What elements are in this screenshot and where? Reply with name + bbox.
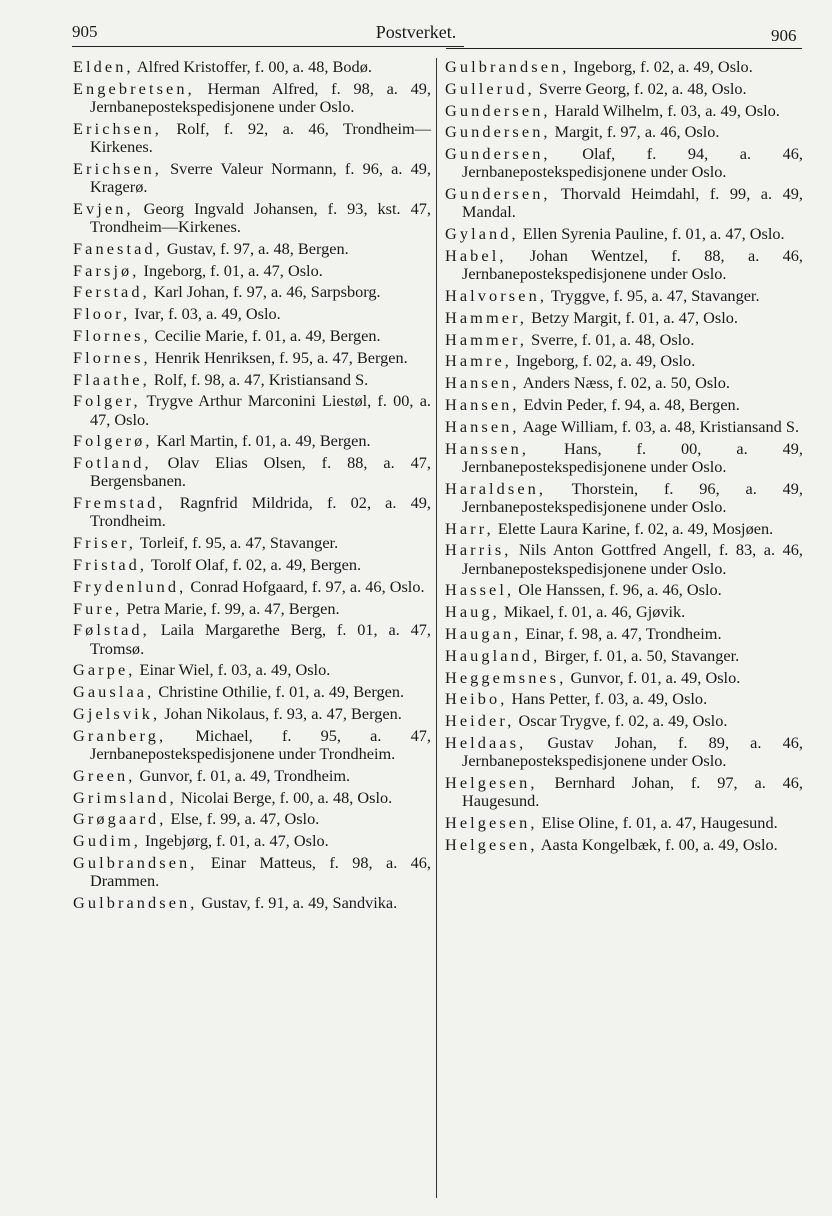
- entry-surname: Floor,: [73, 304, 131, 324]
- directory-entry: [445, 102, 803, 120]
- entry-surname: Farsjø,: [73, 260, 140, 280]
- entry-surname: Green,: [73, 765, 136, 785]
- entry-details: Hans Petter, f. 03, a. 49, Oslo.: [507, 689, 708, 709]
- directory-entry: [73, 534, 431, 552]
- entry-details: Laila Margarethe Berg, f. 01, a. 47, Tromsø.: [90, 620, 431, 658]
- directory-entry: [73, 432, 431, 450]
- directory-entry: [445, 712, 803, 730]
- entry-surname: Harr,: [445, 518, 494, 538]
- directory-entry: [445, 690, 803, 708]
- entry-details: Ingeborg, f. 01, a. 47, Oslo.: [139, 260, 323, 280]
- entry-surname: Haugland,: [445, 645, 541, 665]
- entry-surname: Granberg,: [73, 725, 167, 745]
- directory-entry: [73, 454, 431, 490]
- entry-details: Bernhard Johan, f. 97, a. 46, Haugesund.: [462, 772, 803, 811]
- directory-entry: [445, 225, 803, 243]
- directory-entry: [73, 240, 431, 258]
- directory-entry: [73, 661, 431, 679]
- entry-details: Else, f. 99, a. 47, Oslo.: [166, 809, 320, 829]
- directory-entry: [445, 625, 803, 643]
- entry-details: Margit, f. 97, a. 46, Oslo.: [550, 122, 720, 142]
- entry-surname: Ferstad,: [73, 282, 150, 302]
- entry-details: Nils Anton Gottfred Angell, f. 83, a. 46, Jernbanepostekspedisjonene under Oslo.: [462, 540, 803, 578]
- entry-surname: Flornes,: [73, 347, 151, 367]
- page-number-left: 905: [72, 22, 98, 41]
- page-header: [0, 0, 832, 56]
- entry-surname: Heider,: [445, 711, 515, 731]
- directory-entry: [445, 287, 803, 305]
- entry-surname: Haug,: [445, 602, 500, 622]
- directory-entry: [73, 621, 431, 657]
- entry-details: Christine Othilie, f. 01, a. 49, Bergen.: [154, 682, 405, 702]
- directory-entry: [73, 832, 431, 850]
- entry-details: Karl Johan, f. 97, a. 46, Sarpsborg.: [149, 282, 381, 302]
- page-title: Postverket.: [375, 22, 457, 42]
- entry-details: Gunvor, f. 01, a. 49, Oslo.: [566, 667, 741, 687]
- entry-surname: Fanestad,: [73, 238, 163, 258]
- entry-details: Rolf, f. 98, a. 47, Kristiansand S.: [149, 369, 369, 389]
- entry-surname: Hammer,: [445, 329, 528, 349]
- entry-details: Mikael, f. 01, a. 46, Gjøvik.: [499, 602, 686, 622]
- entry-surname: Hanssen,: [445, 438, 530, 458]
- entry-details: Elise Oline, f. 01, a. 47, Haugesund.: [537, 812, 778, 832]
- directory-entry: [445, 418, 803, 436]
- entry-details: Gunvor, f. 01, a. 49, Trondheim.: [135, 765, 351, 785]
- entry-details: Ragnfrid Mildrida, f. 02, a. 49, Trondheim.: [90, 493, 431, 531]
- directory-entry: [445, 647, 803, 665]
- entry-surname: Helgesen,: [445, 812, 538, 832]
- entry-details: Rolf, f. 92, a. 46, Trondheim—Kirkenes.: [90, 118, 431, 156]
- entry-details: Johan Nikolaus, f. 93, a. 47, Bergen.: [160, 703, 402, 723]
- entry-surname: Evjen,: [73, 198, 134, 218]
- header-rule-right: [446, 48, 802, 49]
- directory-entry: [445, 374, 803, 392]
- entry-details: Betzy Margit, f. 01, a. 47, Oslo.: [527, 307, 738, 327]
- left-column: [73, 58, 431, 916]
- entry-surname: Hammer,: [445, 307, 528, 327]
- directory-entry: [445, 309, 803, 327]
- entry-details: Elette Laura Karine, f. 02, a. 49, Mosjøen.: [493, 518, 774, 538]
- entry-surname: Gauslaa,: [73, 682, 155, 702]
- entry-surname: Gulbrandsen,: [73, 852, 198, 872]
- entry-surname: Harris,: [445, 540, 512, 560]
- entry-surname: Gyland,: [445, 224, 519, 244]
- entry-surname: Fristad,: [73, 554, 148, 574]
- entry-surname: Gulbrandsen,: [445, 57, 570, 76]
- directory-entry: [73, 327, 431, 345]
- directory-entry: [73, 160, 431, 196]
- entry-surname: Habel,: [445, 245, 507, 265]
- entry-details: Olaf, f. 94, a. 46, Jernbanepostekspedisjonene under Oslo.: [462, 144, 803, 182]
- entry-surname: Erichsen,: [73, 118, 162, 138]
- directory-entry: [445, 669, 803, 687]
- entry-details: Einar, f. 98, a. 47, Trondheim.: [521, 623, 722, 643]
- entry-surname: Heggemsnes,: [445, 667, 567, 687]
- entry-details: Ole Hanssen, f. 96, a. 46, Oslo.: [514, 580, 722, 600]
- entry-details: Aasta Kongelbæk, f. 00, a. 49, Oslo.: [537, 834, 778, 854]
- entry-surname: Hansen,: [445, 394, 520, 414]
- directory-entry: [73, 789, 431, 807]
- entry-details: Thorvald Heimdahl, f. 99, a. 49, Mandal.: [462, 184, 803, 222]
- directory-entry: [73, 727, 431, 763]
- directory-entry: [73, 894, 431, 912]
- entry-details: Einar Wiel, f. 03, a. 49, Oslo.: [135, 660, 331, 680]
- entry-surname: Gullerud,: [445, 78, 535, 98]
- entry-details: Ingeborg, f. 02, a. 49, Oslo.: [569, 57, 753, 76]
- entry-surname: Heibo,: [445, 689, 508, 709]
- entry-surname: Gundersen,: [445, 184, 551, 204]
- entry-details: Michael, f. 95, a. 47, Jernbanepostekspedisjonene under Trondheim.: [90, 725, 431, 763]
- entry-surname: Hansen,: [445, 373, 520, 393]
- entry-details: Cecilie Marie, f. 01, a. 49, Bergen.: [150, 325, 381, 345]
- entry-details: Ellen Syrenia Pauline, f. 01, a. 47, Oslo.: [518, 224, 785, 244]
- directory-entry: [445, 440, 803, 476]
- entry-details: Birger, f. 01, a. 50, Stavanger.: [540, 645, 740, 665]
- entry-surname: Erichsen,: [73, 158, 162, 178]
- directory-entry: [73, 494, 431, 530]
- directory-entry: [73, 283, 431, 301]
- directory-entry: [445, 58, 803, 76]
- directory-entry: [445, 603, 803, 621]
- directory-entry: [445, 836, 803, 854]
- directory-entry: [73, 200, 431, 236]
- directory-entry: [73, 767, 431, 785]
- directory-entry: [73, 305, 431, 323]
- directory-entry: [445, 734, 803, 770]
- entry-surname: Heldaas,: [445, 732, 527, 752]
- right-column: [445, 58, 803, 858]
- entry-details: Tryggve, f. 95, a. 47, Stavanger.: [546, 285, 760, 305]
- directory-entry: [73, 371, 431, 389]
- entry-details: Thorstein, f. 96, a. 49, Jernbanepostekspedisjonene under Oslo.: [462, 478, 803, 516]
- entry-details: Sverre Valeur Normann, f. 96, a. 49, Kragerø.: [90, 158, 431, 196]
- entry-details: Ingebjørg, f. 01, a. 47, Oslo.: [140, 831, 329, 851]
- entry-details: Gustav, f. 97, a. 48, Bergen.: [162, 238, 349, 258]
- directory-entry: [445, 581, 803, 599]
- entry-surname: Gulbrandsen,: [73, 892, 198, 912]
- entry-surname: Fotland,: [73, 453, 152, 473]
- entry-details: Oscar Trygve, f. 02, a. 49, Oslo.: [514, 711, 728, 731]
- directory-entry: [445, 185, 803, 221]
- entry-surname: Følstad,: [73, 620, 150, 640]
- directory-entry: [73, 262, 431, 280]
- entry-details: Sverre Georg, f. 02, a. 48, Oslo.: [534, 78, 747, 98]
- entry-details: Nicolai Berge, f. 00, a. 48, Oslo.: [176, 787, 393, 807]
- directory-entry: [73, 349, 431, 367]
- entry-details: Trygve Arthur Marconini Liestøl, f. 00, a. 47, Oslo.: [90, 391, 431, 429]
- entry-surname: Gudim,: [73, 831, 141, 851]
- directory-entry: [73, 705, 431, 723]
- directory-entry: [445, 520, 803, 538]
- entry-details: Herman Alfred, f. 98, a. 49, Jernbanepostekspedisjonene under Oslo.: [90, 78, 431, 116]
- directory-entry: [73, 392, 431, 428]
- entry-surname: Hamre,: [445, 351, 512, 371]
- directory-entry: [445, 247, 803, 283]
- entry-details: Petra Marie, f. 99, a. 47, Bergen.: [122, 598, 340, 618]
- entry-surname: Grimsland,: [73, 787, 177, 807]
- directory-entry: [73, 600, 431, 618]
- entry-surname: Fure,: [73, 598, 123, 618]
- entry-details: Ivar, f. 03, a. 49, Oslo.: [130, 304, 281, 324]
- entry-surname: Engebretsen,: [73, 78, 195, 98]
- directory-entry: [73, 810, 431, 828]
- entry-surname: Flaathe,: [73, 369, 150, 389]
- entry-details: Torleif, f. 95, a. 47, Stavanger.: [136, 533, 339, 553]
- entry-details: Sverre, f. 01, a. 48, Oslo.: [527, 329, 695, 349]
- page-number-right: 906: [771, 26, 797, 45]
- entry-surname: Friser,: [73, 533, 137, 553]
- entry-surname: Haugan,: [445, 623, 522, 643]
- entry-surname: Hassel,: [445, 580, 515, 600]
- entry-surname: Gjelsvik,: [73, 703, 161, 723]
- directory-entry: [445, 123, 803, 141]
- directory-entry: [445, 145, 803, 181]
- entry-surname: Flornes,: [73, 325, 151, 345]
- entry-surname: Gundersen,: [445, 144, 551, 164]
- entry-surname: Gundersen,: [445, 100, 551, 120]
- entry-details: Ingeborg, f. 02, a. 49, Oslo.: [511, 351, 696, 371]
- entry-details: Gustav Johan, f. 89, a. 46, Jernbanepostekspedisjonene under Oslo.: [462, 732, 803, 771]
- directory-entry: [73, 120, 431, 156]
- entry-surname: Grøgaard,: [73, 809, 167, 829]
- entry-surname: Garpe,: [73, 660, 136, 680]
- entry-surname: Helgesen,: [445, 834, 538, 854]
- entry-surname: Hansen,: [445, 416, 520, 436]
- header-rule-left: [72, 46, 464, 47]
- entry-details: Alfred Kristoffer, f. 00, a. 48, Bodø.: [133, 57, 372, 76]
- entry-surname: Elden,: [73, 57, 134, 76]
- entry-details: Georg Ingvald Johansen, f. 93, kst. 47, Trondheim—Kirkenes.: [90, 198, 431, 236]
- entry-surname: Haraldsen,: [445, 478, 547, 498]
- entry-details: Hans, f. 00, a. 49, Jernbanepostekspedisjonene under Oslo.: [462, 438, 803, 476]
- entry-details: Einar Matteus, f. 98, a. 46, Drammen.: [90, 852, 431, 891]
- directory-entry: [445, 480, 803, 516]
- column-divider: [436, 58, 437, 1198]
- entry-details: Harald Wilhelm, f. 03, a. 49, Oslo.: [550, 100, 780, 120]
- entry-details: Conrad Hofgaard, f. 97, a. 46, Oslo.: [186, 576, 425, 596]
- entry-details: Johan Wentzel, f. 88, a. 46, Jernbanepostekspedisjonene under Oslo.: [462, 245, 803, 284]
- directory-entry: [73, 578, 431, 596]
- entry-details: Anders Næss, f. 02, a. 50, Oslo.: [519, 373, 730, 393]
- entry-details: Karl Martin, f. 01, a. 49, Bergen.: [152, 431, 371, 451]
- entry-surname: Gundersen,: [445, 122, 551, 142]
- entry-surname: Halvorsen,: [445, 285, 547, 305]
- directory-entry: [73, 854, 431, 890]
- entry-details: Henrik Henriksen, f. 95, a. 47, Bergen.: [150, 347, 408, 367]
- directory-entry: [445, 331, 803, 349]
- directory-entry: [73, 683, 431, 701]
- directory-entry: [73, 58, 431, 76]
- directory-entry: [445, 814, 803, 832]
- entry-details: Aage William, f. 03, a. 48, Kristiansand S.: [519, 416, 800, 436]
- entry-surname: Helgesen,: [445, 772, 538, 792]
- entry-surname: Folgerø,: [73, 431, 153, 451]
- entry-surname: Frydenlund,: [73, 576, 187, 596]
- directory-entry: [73, 556, 431, 574]
- entry-details: Torolf Olaf, f. 02, a. 49, Bergen.: [147, 554, 362, 574]
- entry-details: Edvin Peder, f. 94, a. 48, Bergen.: [519, 394, 740, 414]
- directory-entry: [445, 80, 803, 98]
- directory-entry: [445, 352, 803, 370]
- directory-entry: [445, 774, 803, 810]
- directory-entry: [445, 541, 803, 577]
- entry-details: Olav Elias Olsen, f. 88, a. 47, Bergensbanen.: [90, 453, 431, 491]
- directory-entry: [445, 396, 803, 414]
- entry-details: Gustav, f. 91, a. 49, Sandvika.: [197, 892, 398, 912]
- directory-entry: [73, 80, 431, 116]
- entry-surname: Fremstad,: [73, 493, 166, 513]
- entry-surname: Folger,: [73, 391, 141, 411]
